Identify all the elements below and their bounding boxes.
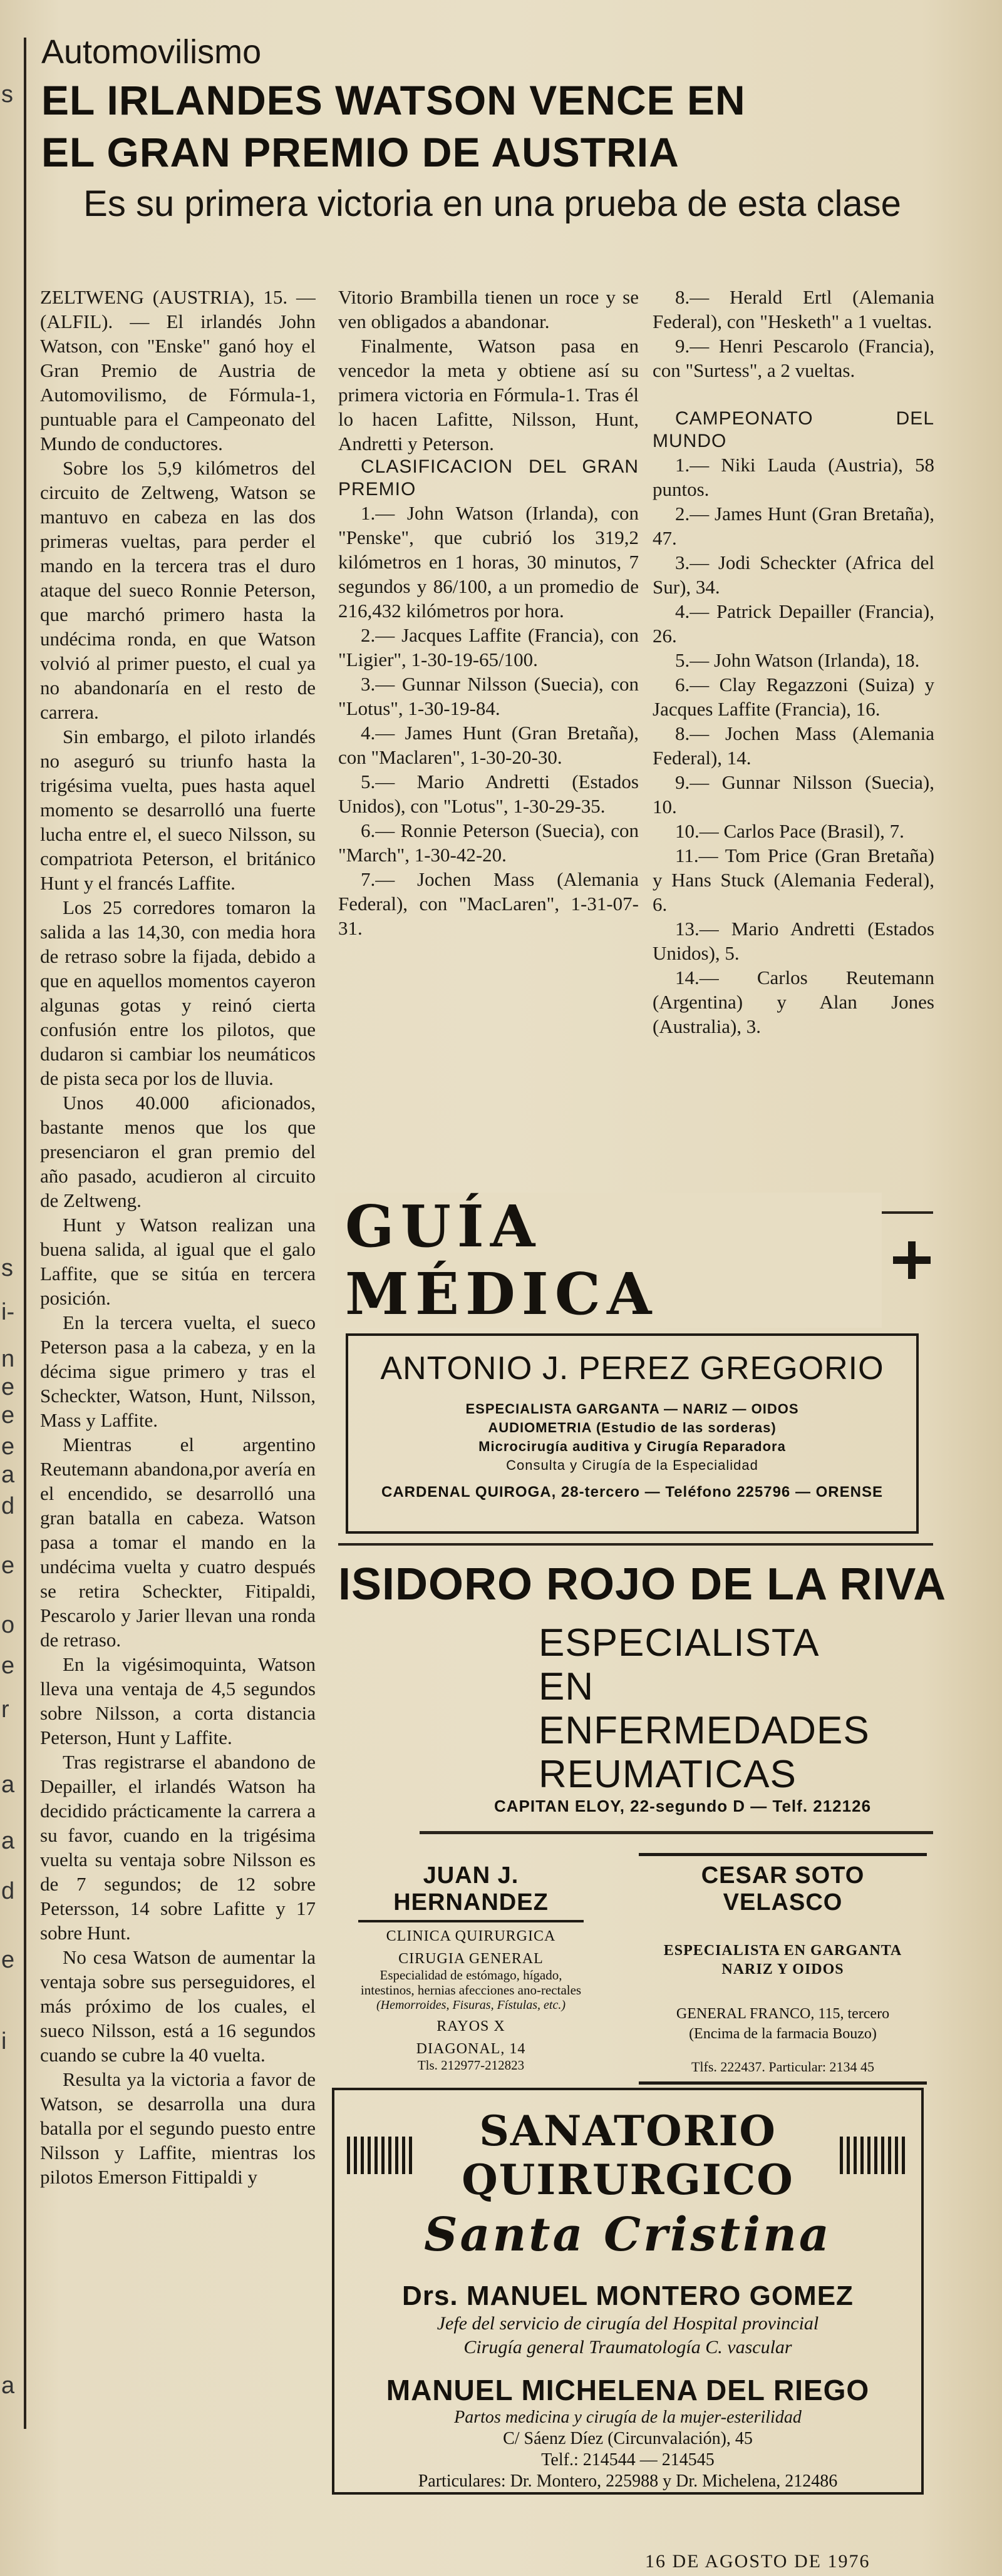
edge-fragment: n <box>1 1346 15 1372</box>
ad-address: (Encima de la farmacia Bouzo) <box>689 2026 877 2042</box>
ad-sanatorio <box>332 2088 924 2495</box>
ad-line: CIRUGIA GENERAL <box>398 1951 544 1967</box>
classification-entry: 5.— Mario Andretti (Estados Unidos), con "Lotus", 1-30-29-35. <box>338 771 639 817</box>
ad-line: Partos medicina y cirugía de la mujer-esterilidad <box>454 2408 802 2427</box>
championship-entry: 5.— John Watson (Irlanda), 18. <box>675 649 920 671</box>
classification-title: CLASIFICACION DEL GRAN PREMIO <box>338 456 639 500</box>
ad-line: RAYOS X <box>436 2018 505 2035</box>
edge-fragment: a <box>1 1828 15 1854</box>
edge-fragment: s <box>1 1255 13 1281</box>
championship-entry: 2.— James Hunt (Gran Bretaña), 47. <box>653 503 934 549</box>
edge-fragment: e <box>1 1552 15 1579</box>
decorative-stripes <box>347 2137 416 2174</box>
championship-entry: 4.— Patrick Depailler (Francia), 26. <box>653 600 934 647</box>
footer-date: 16 DE AGOSTO DE 1976 <box>645 2551 870 2572</box>
guia-medica-title: GUÍA MÉDICA <box>335 1193 882 1328</box>
classification-entry: 7.— Jochen Mass (Alemania Federal), con "MacLaren", 1-31-07-31. <box>338 868 639 939</box>
edge-fragment: e <box>1 1434 15 1460</box>
ad-phone: Tlfs. 222437. Particular: 2134 45 <box>639 2059 927 2085</box>
article-paragraph: Hunt y Watson realizan una buena salida, al igual que el galo Laffite, que se sitúa en tercera posición. <box>40 1214 316 1309</box>
classification-entry: 8.— Herald Ertl (Alemania Federal), con "Hesketh" a 1 vueltas. <box>653 286 934 332</box>
edge-fragment: d <box>1 1878 15 1904</box>
championship-entry: 13.— Mario Andretti (Estados Unidos), 5. <box>653 918 934 964</box>
classification-entry: 3.— Gunnar Nilsson (Suecia), con "Lotus", 1-30-19-84. <box>338 673 639 719</box>
edge-fragment: e <box>1 1947 15 1973</box>
article-column-1 <box>40 285 316 2463</box>
championship-title: CAMPEONATO DEL MUNDO <box>653 408 934 451</box>
article-column-3 <box>653 285 934 1039</box>
ad-phone: Tls. 212977-212823 <box>417 2058 525 2073</box>
article-paragraph: Tras registrarse el abandono de Depailler, el irlandés Watson ha decidido prácticamente la carrera a su favor, cuando en la trigésima vuelta su ventaja sobre Nilsson es de 7 segundos; de 12 sobre Petersson, 14 sobre Lafitte y 17 sobre Hunt. <box>40 1751 316 1944</box>
ad-isidoro-specialty <box>539 1621 927 1797</box>
ad-line: DIAGONAL, 14 <box>416 2041 526 2057</box>
ad-line: Cirugía general Traumatología C. vascular <box>463 2337 792 2358</box>
ad-line: ESPECIALISTA GARGANTA — NARIZ — OIDOS <box>465 1401 799 1417</box>
adjacent-column-fragments <box>0 0 21 2576</box>
sanatorio-name: Santa Cristina <box>424 2208 832 2262</box>
ad-address: C/ Sáenz Díez (Circunvalación), 45 <box>503 2429 753 2448</box>
ad-isidoro-name: ISIDORO ROJO DE LA RIVA <box>338 1559 947 1609</box>
edge-fragment: a <box>1 1462 15 1488</box>
ad-bar <box>639 1853 927 1856</box>
edge-fragment: e <box>1 1402 15 1429</box>
ad-doctor-name: MANUEL MICHELENA DEL RIEGO <box>386 2374 870 2406</box>
ad-line: CLINICA QUIRURGICA <box>386 1928 556 1944</box>
championship-entry: 3.— Jodi Scheckter (Africa del Sur), 34. <box>653 552 934 598</box>
edge-fragment: e <box>1 1653 15 1679</box>
article-paragraph: No cesa Watson de aumentar la ventaja sobre sus perseguidores, el más próximo de los cuales, el sueco Nilsson, está a 16 segundos cuando se cubre la 40 vuelta. <box>40 1946 316 2066</box>
ad-line: ESPECIALISTA EN GARGANTA NARIZ Y OIDOS <box>663 1942 902 1978</box>
article-paragraph: Los 25 corredores tomaron la salida a las 14,30, con media hora de retraso sobre la fijada, debido a que en aquellos momentos cayeron algunas gotas y reinó cierta confusión entre los pilotos, que dudaron si cambiar los neumáticos de pista seca por los de lluvia. <box>40 896 316 1089</box>
article-paragraph: Vitorio Brambilla tienen un roce y se ven obligados a abandonar. <box>338 286 639 332</box>
championship-entry: 11.— Tom Price (Gran Bretaña) y Hans Stuck (Alemania Federal), 6. <box>653 844 934 915</box>
championship-entry: 8.— Jochen Mass (Alemania Federal), 14. <box>653 722 934 769</box>
ad-line: Consulta y Cirugía de la Especialidad <box>506 1457 758 1473</box>
ad-doctor-name: Drs. MANUEL MONTERO GOMEZ <box>402 2281 854 2311</box>
classification-entry: 6.— Ronnie Peterson (Suecia), con "March", 1-30-42-20. <box>338 819 639 866</box>
headline-line-2: EL GRAN PREMIO DE AUSTRIA <box>41 129 679 175</box>
ad-line: Microcirugía auditiva y Cirugía Reparadora <box>478 1439 786 1454</box>
article-paragraph: Sobre los 5,9 kilómetros del circuito de Zeltweng, Watson se mantuvo en cabeza en las dos primeras vueltas, para perder el mando en la tercera tras el duro ataque del sueco Ronnie Peterson, que marchó primero hasta la undécima ronda, en que Watson volvió al primer puesto, el cual ya no abandonaría en el resto de carrera. <box>40 457 316 723</box>
ad-address: CARDENAL QUIROGA, 28-tercero — Teléfono 225796 — ORENSE <box>381 1484 883 1501</box>
ad-line: ENFERMEDADES <box>539 1709 870 1752</box>
ad-isidoro-address: CAPITAN ELOY, 22-segundo D — Telf. 212126 <box>493 1797 872 1815</box>
article-column-2 <box>338 285 639 940</box>
ad-address: GENERAL FRANCO, 115, tercero <box>676 2006 890 2022</box>
article-paragraph: Sin embargo, el piloto irlandés no aseguró su triunfo hasta la trigésima vuelta, pues hasta aquel momento se desarrolló una fuerte lucha entre el, el sueco Nilsson, su compatriota Peterson, el británico Hunt y el francés Laffite. <box>40 726 316 894</box>
championship-entry: 14.— Carlos Reutemann (Argentina) y Alan Jones (Australia), 3. <box>653 967 934 1037</box>
article-paragraph: Unos 40.000 aficionados, bastante menos que los que presenciaron el gran premio del año pasado, acudieron al circuito de Zeltweng. <box>40 1092 316 1211</box>
ad-soto-velasco <box>639 1853 927 2085</box>
ad-line: (Hemorroides, Fisuras, Fístulas, etc.) <box>376 1998 566 2012</box>
edge-fragment: e <box>1 1374 15 1400</box>
classification-entry: 2.— Jacques Laffite (Francia), con "Ligier", 1-30-19-65/100. <box>338 624 639 670</box>
classification-entry: 4.— James Hunt (Gran Bretaña), con "Maclaren", 1-30-20-30. <box>338 722 639 768</box>
guia-medica-banner <box>335 1192 930 1328</box>
subheadline: Es su primera victoria en una prueba de esta clase <box>83 183 901 224</box>
article-paragraph: Finalmente, Watson pasa en vencedor la meta y obtiene así su primera victoria en Fórmula-1. Tras él lo hacen Lafitte, Nilsson, Hunt, Andretti y Peterson. <box>338 335 639 454</box>
ad-doctor-name: JUAN J. HERNANDEZ <box>358 1862 584 1922</box>
ad-divider <box>420 1831 933 1834</box>
ad-line: Especialidad de estómago, hígado, intestinos, hernias afecciones ano-rectales <box>360 1968 582 1998</box>
ad-doctor-name: ANTONIO J. PEREZ GREGORIO <box>380 1350 884 1387</box>
ad-line: EN <box>539 1665 594 1708</box>
ad-hernandez <box>358 1862 584 2073</box>
edge-fragment: s <box>1 81 13 108</box>
cross-icon <box>893 1241 930 1279</box>
headline-line-1: EL IRLANDES WATSON VENCE EN <box>41 77 746 123</box>
championship-entry: 10.— Carlos Pace (Brasil), 7. <box>675 820 904 842</box>
edge-fragment: o <box>1 1612 15 1638</box>
decorative-stripes <box>840 2137 909 2174</box>
ad-line: Jefe del servicio de cirugía del Hospital provincial <box>436 2313 819 2334</box>
ad-perez-gregorio <box>346 1333 919 1534</box>
championship-entry: 9.— Gunnar Nilsson (Suecia), 10. <box>653 771 934 818</box>
ad-line: ESPECIALISTA <box>539 1621 820 1665</box>
championship-entry: 6.— Clay Regazzoni (Suiza) y Jacques Laffite (Francia), 16. <box>653 674 934 720</box>
article-paragraph: Mientras el argentino Reutemann abandona,por avería en el encendido, se desarrolló una gran batalla en cabeza. Watson pasa a tomar el mando en la undécima vuelta y cuatro después se retira Scheckter, Fitipaldi, Pescarolo y Jarier llevan una ronda de retraso. <box>40 1434 316 1651</box>
article-paragraph: Resulta ya la victoria a favor de Watson, se desarrolla una dura batalla por el segundo puesto entre Nilsson y Laffite, mientras los pilotos Emerson Fittipaldi y <box>40 2068 316 2188</box>
edge-fragment: i- <box>1 1299 15 1325</box>
article-paragraph: En la tercera vuelta, el sueco Peterson pasa a la cabeza, y en la décima sigue primero y tras el Scheckter, Watson, Hunt, Nilsson, Mass y Laffite. <box>40 1311 316 1431</box>
classification-entry: 9.— Henri Pescarolo (Francia), con "Surtess", a 2 vueltas. <box>653 335 934 381</box>
edge-fragment: d <box>1 1493 15 1519</box>
ad-divider <box>338 1543 933 1546</box>
edge-fragment: a <box>1 2373 15 2399</box>
sanatorio-header <box>347 2106 909 2204</box>
ad-phone: Particulares: Dr. Montero, 225988 y Dr. Michelena, 212486 <box>418 2471 838 2491</box>
edge-fragment: r <box>1 1696 9 1723</box>
sanatorio-title: SANATORIO QUIRURGICO <box>462 2106 794 2204</box>
edge-fragment: a <box>1 1772 15 1798</box>
section-kicker: Automovilismo <box>41 33 262 71</box>
championship-entry: 1.— Niki Lauda (Austria), 58 puntos. <box>653 454 934 500</box>
column-rule <box>24 38 26 2429</box>
article-paragraph: En la vigésimoquinta, Watson lleva una ventaja de 4,5 segundos sobre Nilsson, a corta distancia Peterson, Hunt y Laffite. <box>40 1653 316 1748</box>
ad-line: AUDIOMETRIA (Estudio de las sorderas) <box>488 1420 777 1435</box>
classification-entry: 1.— John Watson (Irlanda), con "Penske", que cubrió los 319,2 kilómetros en 1 horas, 30 minutos, 7 segundos y 86/100, a un promedio de 216,432 kilómetros por hora. <box>338 502 639 622</box>
ad-line: REUMATICAS <box>539 1753 797 1796</box>
ad-doctor-name: CESAR SOTO VELASCO <box>701 1862 865 1916</box>
ad-phone: Telf.: 214544 — 214545 <box>541 2450 715 2470</box>
article-paragraph: ZELTWENG (AUSTRIA), 15. — (ALFIL). — El irlandés John Watson, con "Enske" ganó hoy el Gran Premio de Austria de Automovilismo, de Fórmula-1, puntuable para el Campeonato del Mundo de conductores. <box>40 286 316 454</box>
edge-fragment: i <box>1 2028 7 2055</box>
